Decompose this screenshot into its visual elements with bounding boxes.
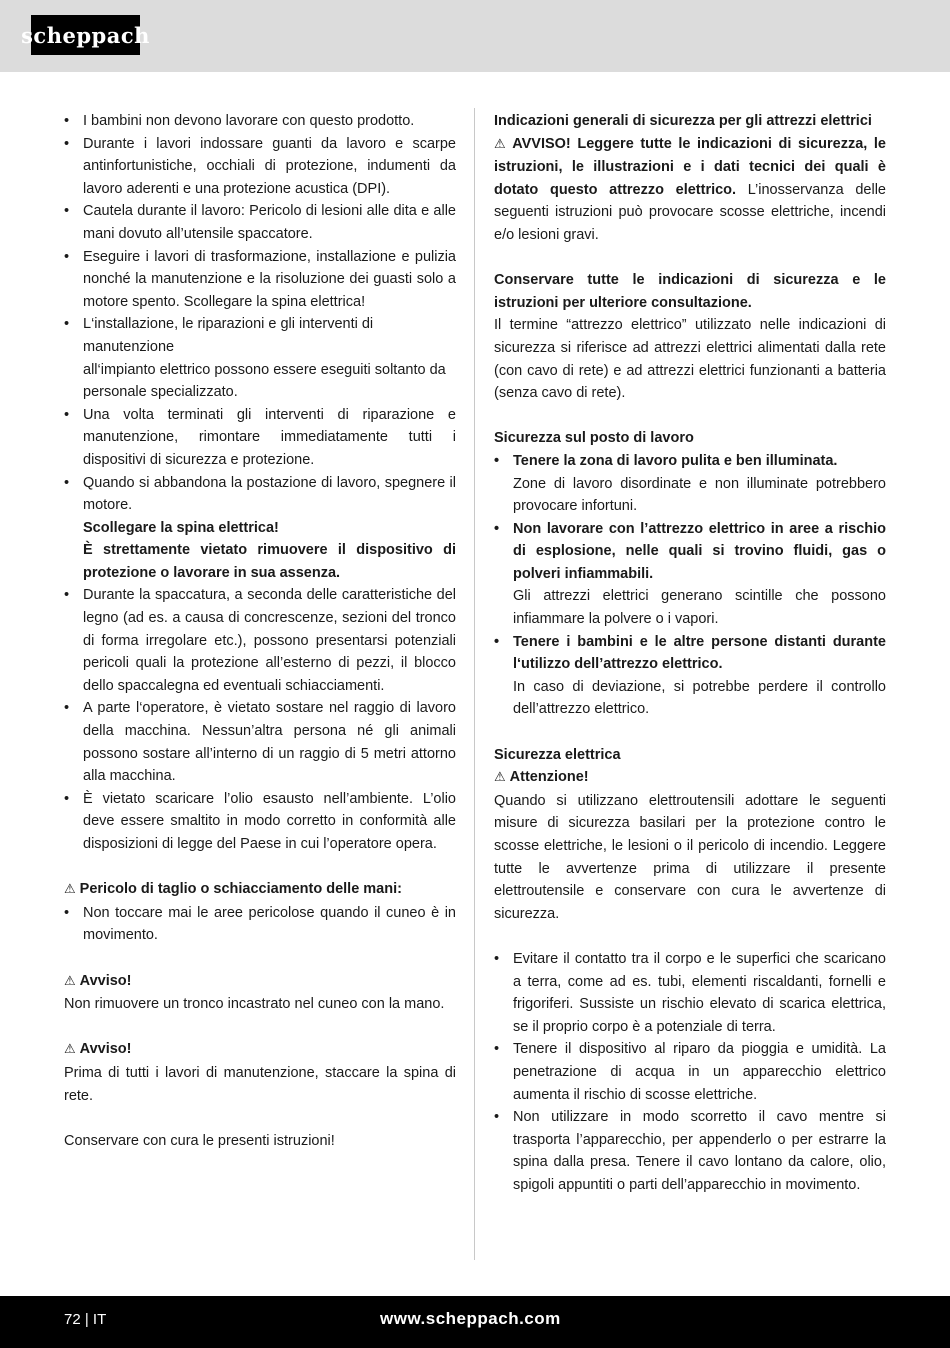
left-column [64,110,456,1152]
conservare-heading: Conservare tutte le indicazioni di sicurezza e le istruzioni per ulteriore consultazione. [494,272,886,311]
logo-text: scheppach [21,22,150,48]
list-item: • Non lavorare con l’attrezzo elettrico in aree a rischio di esplosione, nelle quali si trovino fluidi, gas o polveri infiammabili. Gli attrezzi elettrici generano scintille che possono infiammare la polvere o i vapori. [494,518,886,631]
avviso-text-1: Non rimuovere un tronco incastrato nel cuneo con la mano. [64,996,445,1013]
list-item [64,472,456,585]
list-item: • Non toccare mai le aree pericolose quando il cuneo è in movimento. [64,902,456,947]
warning-icon: ⚠ [494,770,506,786]
footer-bar [0,1296,950,1348]
posto-heading: Sicurezza sul posto di lavoro [494,430,694,447]
general-heading: Indicazioni generali di sicurezza per gli attrezzi elettrici [494,113,872,129]
right-column [494,110,886,1197]
pericolo-heading: ⚠ Pericolo di taglio o schiacciamento delle mani: [64,881,402,898]
list-item: • Cautela durante il lavoro: Pericolo di lesioni alle dita e alle mani dovuto all’utensile spaccatore. [64,200,456,245]
warning-icon: ⚠ [494,136,509,152]
installazione-line1: • L‘installazione, le riparazioni e gli interventi di manutenzione [83,316,374,355]
safety-list-top [64,110,456,856]
warning-icon: ⚠ [64,1042,76,1058]
elettrica-list [494,948,886,1197]
avviso-text-2: Prima di tutti i lavori di manutenzione, staccare la spina di rete. [64,1064,456,1104]
list-item: • Tenere la zona di lavoro pulita e ben illuminata. Zone di lavoro disordinate e non illuminate potrebbero provocare infortuni. [494,450,886,518]
posto-list [494,450,886,721]
list-item: • I bambini non devono lavorare con questo prodotto. [64,110,456,133]
page-number: 72 | IT [64,1311,107,1328]
avviso-heading-2: ⚠ Avviso! [64,1041,132,1058]
website-url: www.scheppach.com [380,1309,561,1328]
abbandona-text: • Quando si abbandona la postazione di lavoro, spegnere il motore. [83,474,456,514]
warning-icon: ⚠ [64,882,76,898]
elettrica-text: Quando si utilizzano elettroutensili adottare le seguenti misure di sicurezza basilari per la protezione contro le scosse elettriche, le lesioni o il pericolo di incendio. Leggere tutte le avvertenze prima di utilizzare il presente elettroutensile e conservare con cura le avvertenze di sicurezza. [494,792,886,922]
abbandona-bold-2: È strettamente vietato rimuovere il dispositivo di protezione o lavorare in sua assenza. [83,542,456,581]
closing-note: Conservare con cura le presenti istruzioni! [64,1132,335,1149]
column-divider [474,108,475,1260]
list-item: • Tenere i bambini e le altre persone distanti durante l‘utilizzo dell’attrezzo elettrico. In caso di deviazione, si potrebbe perdere il controllo dell’attrezzo elettrico. [494,631,886,721]
warning-icon: ⚠ [64,973,76,989]
abbandona-bold-1: Scollegare la spina elettrica! [83,519,279,536]
list-item: • Evitare il contatto tra il corpo e le superfici che scaricano a terra, come ad es. tubi, elementi riscaldanti, fornelli e frigoriferi. Sussiste un rischio elevato di scarica elettrica, se il proprio corpo è a potenziale di terra. [494,948,886,1038]
avviso-heading-1: ⚠ Avviso! [64,972,132,989]
conservare-text: Il termine “attrezzo elettrico” utilizzato nelle indicazioni di sicurezza si riferisce ad attrezzi elettrici alimentati dalla rete (con cavo di rete) e ad attrezzi elettrici funzionanti a batteria (senza cavo di rete). [494,317,886,402]
installazione-line2: all‘impianto elettrico possono essere eseguiti soltanto da personale specializzato. [83,361,446,401]
pericolo-list [64,902,456,947]
list-item [64,313,456,403]
attenzione-heading: ⚠ Attenzione! [494,769,589,786]
list-item: • Durante la spaccatura, a seconda delle caratteristiche del legno (ad es. a causa di concrescenze, sezioni del tronco di forma irregolare etc.), possono presentarsi potenziali pericoli quali la protezione all’esterno di pezzi, il blocco dello spaccalegna ed eventuali schiacciamenti. [64,584,456,697]
general-warning: ⚠ AVVISO! Leggere tutte le indicazioni di sicurezza, le istruzioni, le illustrazioni e i dati tecnici dei quali è dotato questo attrezzo elettrico. L’inosservanza delle seguenti istruzioni può provocare scosse elettriche, incendi e/o lesioni gravi. [494,135,886,243]
list-item: • Non utilizzare in modo scorretto il cavo mentre si trasporta l’apparecchio, per appenderlo o per estrarre la spina dalla presa. Tenere il cavo lontano da calore, olio, spigoli appuntiti o parti dell’apparecchio in movimento. [494,1106,886,1196]
list-item: • Tenere il dispositivo al riparo da pioggia e umidità. La penetrazione di acqua in un apparecchio elettrico aumenta il rischio di scosse elettriche. [494,1038,886,1106]
scheppach-logo [21,15,150,55]
list-item: • Durante i lavori indossare guanti da lavoro e scarpe antinfortunistiche, occhiali di protezione, indumenti da lavoro aderenti e una protezione acustica (DPI). [64,133,456,201]
list-item: • Una volta terminati gli interventi di riparazione e manutenzione, rimontare immediatamente tutti i dispositivi di sicurezza e protezione. [64,404,456,472]
header-bar [0,0,950,72]
elettrica-heading: Sicurezza elettrica [494,746,621,763]
list-item: • A parte l‘operatore, è vietato sostare nel raggio di lavoro della macchina. Nessun’altra persona né gli animali possono sostare all’interno di un raggio di 5 metri attorno alla macchina. [64,697,456,787]
list-item: • È vietato scaricare l’olio esausto nell’ambiente. L’olio deve essere smaltito in modo corretto in conformità alle disposizioni di legge del Paese in cui l’operatore opera. [64,788,456,856]
list-item: • Eseguire i lavori di trasformazione, installazione e pulizia nonché la manutenzione e la risoluzione dei guasti solo a motore spento. Scollegare la spina elettrica! [64,246,456,314]
